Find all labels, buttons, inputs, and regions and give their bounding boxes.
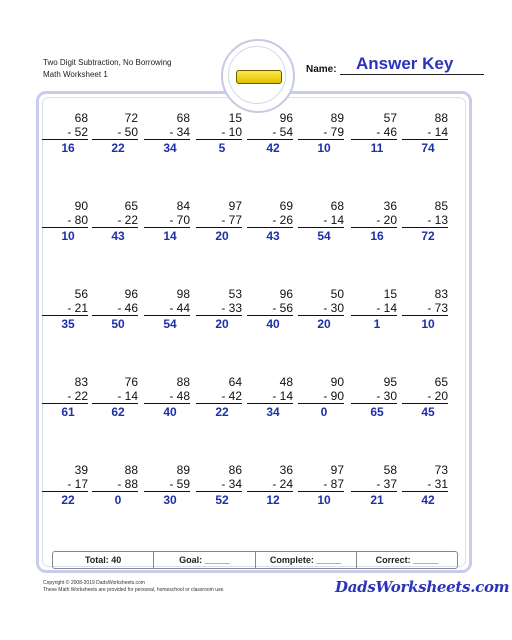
answer-line <box>144 315 190 316</box>
subtrahend: - 30 <box>323 301 344 315</box>
score-bar <box>52 551 458 569</box>
answer-line <box>92 227 138 228</box>
subtrahend: - 90 <box>323 389 344 403</box>
answer-line <box>298 139 344 140</box>
minuend: 57 <box>383 111 397 125</box>
subtrahend: - 22 <box>67 389 88 403</box>
subtraction-problem <box>92 111 138 155</box>
subtrahend: - 34 <box>169 125 190 139</box>
minuend: 89 <box>330 111 344 125</box>
minuend: 36 <box>279 463 293 477</box>
minuend: 90 <box>74 199 88 213</box>
subtrahend: - 37 <box>376 477 397 491</box>
subtrahend: - 10 <box>221 125 242 139</box>
subtraction-problem <box>196 287 242 331</box>
answer-line <box>298 315 344 316</box>
answer-key-heading: Answer Key <box>356 54 454 73</box>
subtrahend: - 56 <box>272 301 293 315</box>
answer-line <box>247 139 293 140</box>
answer-line <box>351 227 397 228</box>
answer: 65 <box>370 405 384 419</box>
minuend: 65 <box>124 199 138 213</box>
subtrahend: - 48 <box>169 389 190 403</box>
subtrahend: - 31 <box>427 477 448 491</box>
answer: 72 <box>421 229 435 243</box>
answer: 0 <box>114 493 122 507</box>
subtrahend: - 73 <box>427 301 448 315</box>
answer-line <box>351 139 397 140</box>
answer: 5 <box>218 141 226 155</box>
answer: 74 <box>421 141 435 155</box>
problem-row <box>40 199 472 249</box>
subtrahend: - 33 <box>221 301 242 315</box>
subtraction-problem <box>196 463 242 507</box>
answer-line <box>402 227 448 228</box>
answer: 1 <box>373 317 381 331</box>
answer: 10 <box>317 141 331 155</box>
answer: 10 <box>317 493 331 507</box>
minuend: 65 <box>434 375 448 389</box>
subtraction-problem <box>247 375 293 419</box>
subtraction-problem <box>42 375 88 419</box>
subtraction-problem <box>92 463 138 507</box>
name-field <box>306 54 486 78</box>
answer-line <box>144 227 190 228</box>
subtrahend: - 24 <box>272 477 293 491</box>
minuend: 64 <box>228 375 242 389</box>
subtrahend: - 80 <box>67 213 88 227</box>
minuend: 76 <box>124 375 138 389</box>
subtraction-problem <box>144 199 190 243</box>
minuend: 53 <box>228 287 242 301</box>
subtrahend: - 14 <box>272 389 293 403</box>
answer: 10 <box>421 317 435 331</box>
answer-line <box>196 491 242 492</box>
minuend: 72 <box>124 111 138 125</box>
answer-line <box>42 139 88 140</box>
answer: 50 <box>111 317 125 331</box>
subtrahend: - 79 <box>323 125 344 139</box>
answer: 12 <box>266 493 280 507</box>
answer: 61 <box>61 405 75 419</box>
answer-line <box>196 315 242 316</box>
minuend: 90 <box>330 375 344 389</box>
minuend: 97 <box>330 463 344 477</box>
answer-line <box>402 491 448 492</box>
subtrahend: - 21 <box>67 301 88 315</box>
problem-row <box>40 463 472 513</box>
answer-line <box>247 227 293 228</box>
name-underline <box>340 74 484 75</box>
answer: 54 <box>163 317 177 331</box>
answer-line <box>144 491 190 492</box>
answer-line <box>298 491 344 492</box>
subtraction-problem <box>351 463 397 507</box>
answer: 14 <box>163 229 177 243</box>
answer-line <box>42 403 88 404</box>
answer-line <box>298 403 344 404</box>
subtraction-problem <box>351 375 397 419</box>
subtraction-problem <box>144 463 190 507</box>
subtraction-problem <box>92 287 138 331</box>
answer-line <box>92 403 138 404</box>
answer-line <box>196 139 242 140</box>
subtrahend: - 20 <box>427 389 448 403</box>
answer-line <box>402 403 448 404</box>
brand-logo: DadsWorksheets.com <box>335 578 510 596</box>
minuend: 86 <box>228 463 242 477</box>
minuend: 88 <box>176 375 190 389</box>
answer-line <box>402 139 448 140</box>
subtraction-problem <box>42 463 88 507</box>
subtrahend: - 44 <box>169 301 190 315</box>
answer-line <box>92 491 138 492</box>
subtrahend: - 14 <box>117 389 138 403</box>
subtraction-problem <box>351 199 397 243</box>
answer: 40 <box>266 317 280 331</box>
worksheet-title-line1: Two Digit Subtraction, No Borrowing <box>43 58 172 67</box>
answer: 20 <box>317 317 331 331</box>
subtraction-problem <box>42 199 88 243</box>
subtraction-problem <box>247 463 293 507</box>
answer-line <box>144 139 190 140</box>
answer: 0 <box>320 405 328 419</box>
subtraction-problem <box>298 287 344 331</box>
answer-line <box>42 491 88 492</box>
minuend: 84 <box>176 199 190 213</box>
subtrahend: - 13 <box>427 213 448 227</box>
total-cell: Total: 40 <box>53 552 154 568</box>
minuend: 83 <box>74 375 88 389</box>
minuend: 96 <box>279 287 293 301</box>
answer: 43 <box>266 229 280 243</box>
subtraction-problem <box>144 375 190 419</box>
subtrahend: - 77 <box>221 213 242 227</box>
copyright-line2: These Math Worksheets are provided for personal, homeschool or classroom use. <box>43 587 225 593</box>
subtraction-problem <box>92 199 138 243</box>
minuend: 83 <box>434 287 448 301</box>
answer-line <box>402 315 448 316</box>
subtrahend: - 42 <box>221 389 242 403</box>
subtraction-problem <box>298 463 344 507</box>
minuend: 69 <box>279 199 293 213</box>
subtrahend: - 14 <box>323 213 344 227</box>
answer: 45 <box>421 405 435 419</box>
minuend: 68 <box>176 111 190 125</box>
worksheet-title <box>43 57 172 81</box>
subtraction-problem <box>247 111 293 155</box>
answer-line <box>92 139 138 140</box>
subtraction-problem <box>402 375 448 419</box>
subtrahend: - 17 <box>67 477 88 491</box>
pencil-icon <box>236 70 282 84</box>
answer-line <box>351 315 397 316</box>
minuend: 58 <box>383 463 397 477</box>
answer: 22 <box>215 405 229 419</box>
subtraction-problem <box>42 111 88 155</box>
answer: 54 <box>317 229 331 243</box>
answer-line <box>42 315 88 316</box>
subtraction-problem <box>247 287 293 331</box>
subtraction-problem <box>144 287 190 331</box>
subtrahend: - 14 <box>427 125 448 139</box>
minuend: 50 <box>330 287 344 301</box>
minuend: 68 <box>74 111 88 125</box>
minuend: 96 <box>124 287 138 301</box>
minuend: 96 <box>279 111 293 125</box>
complete-cell: Complete: _____ <box>256 552 357 568</box>
minuend: 89 <box>176 463 190 477</box>
subtraction-problem <box>402 199 448 243</box>
answer: 42 <box>266 141 280 155</box>
answer: 22 <box>111 141 125 155</box>
subtrahend: - 87 <box>323 477 344 491</box>
subtraction-problem <box>298 111 344 155</box>
answer-line <box>247 315 293 316</box>
answer: 52 <box>215 493 229 507</box>
subtraction-problem <box>402 287 448 331</box>
minuend: 48 <box>279 375 293 389</box>
answer-line <box>247 403 293 404</box>
subtrahend: - 46 <box>117 301 138 315</box>
minuend: 68 <box>330 199 344 213</box>
answer-line <box>351 491 397 492</box>
answer-line <box>42 227 88 228</box>
answer: 34 <box>163 141 177 155</box>
minuend: 97 <box>228 199 242 213</box>
problem-row <box>40 375 472 425</box>
answer: 16 <box>370 229 384 243</box>
subtrahend: - 34 <box>221 477 242 491</box>
answer: 40 <box>163 405 177 419</box>
subtrahend: - 20 <box>376 213 397 227</box>
answer: 16 <box>61 141 75 155</box>
subtrahend: - 30 <box>376 389 397 403</box>
problem-row <box>40 287 472 337</box>
subtraction-problem <box>42 287 88 331</box>
worksheet-title-line2: Math Worksheet 1 <box>43 70 108 79</box>
minuend: 85 <box>434 199 448 213</box>
subtrahend: - 52 <box>67 125 88 139</box>
subtrahend: - 14 <box>376 301 397 315</box>
copyright-notice <box>43 580 225 594</box>
minuend: 39 <box>74 463 88 477</box>
subtrahend: - 59 <box>169 477 190 491</box>
answer: 34 <box>266 405 280 419</box>
subtraction-problem <box>298 375 344 419</box>
subtraction-problem <box>144 111 190 155</box>
subtraction-problem <box>92 375 138 419</box>
answer: 20 <box>215 317 229 331</box>
answer: 10 <box>61 229 75 243</box>
subtraction-problem <box>196 111 242 155</box>
answer: 62 <box>111 405 125 419</box>
answer-line <box>144 403 190 404</box>
answer: 43 <box>111 229 125 243</box>
minuend: 15 <box>383 287 397 301</box>
goal-cell: Goal: _____ <box>154 552 255 568</box>
subtraction-problem <box>247 199 293 243</box>
answer: 30 <box>163 493 177 507</box>
subtrahend: - 22 <box>117 213 138 227</box>
copyright-line1: Copyright © 2008-2019 DadsWorksheets.com <box>43 580 145 586</box>
answer: 21 <box>370 493 384 507</box>
answer-line <box>196 227 242 228</box>
answer-line <box>247 491 293 492</box>
subtrahend: - 50 <box>117 125 138 139</box>
answer: 22 <box>61 493 75 507</box>
answer-line <box>298 227 344 228</box>
minuend: 36 <box>383 199 397 213</box>
subtrahend: - 26 <box>272 213 293 227</box>
answer: 11 <box>370 141 384 155</box>
answer-line <box>351 403 397 404</box>
minuend: 73 <box>434 463 448 477</box>
answer: 35 <box>61 317 75 331</box>
pencil-badge <box>221 39 295 113</box>
answer: 20 <box>215 229 229 243</box>
subtrahend: - 88 <box>117 477 138 491</box>
subtraction-problem <box>402 111 448 155</box>
subtrahend: - 46 <box>376 125 397 139</box>
subtraction-problem <box>351 111 397 155</box>
subtraction-problem <box>402 463 448 507</box>
subtraction-problem <box>196 375 242 419</box>
subtraction-problem <box>351 287 397 331</box>
correct-cell: Correct: _____ <box>375 555 439 565</box>
name-label: Name: <box>306 64 337 75</box>
answer-line <box>196 403 242 404</box>
minuend: 88 <box>434 111 448 125</box>
problem-row <box>40 111 472 161</box>
subtraction-problem <box>196 199 242 243</box>
answer: 42 <box>421 493 435 507</box>
minuend: 15 <box>228 111 242 125</box>
minuend: 98 <box>176 287 190 301</box>
subtraction-problem <box>298 199 344 243</box>
minuend: 88 <box>124 463 138 477</box>
subtrahend: - 54 <box>272 125 293 139</box>
minuend: 95 <box>383 375 397 389</box>
answer-line <box>92 315 138 316</box>
subtrahend: - 70 <box>169 213 190 227</box>
minuend: 56 <box>74 287 88 301</box>
